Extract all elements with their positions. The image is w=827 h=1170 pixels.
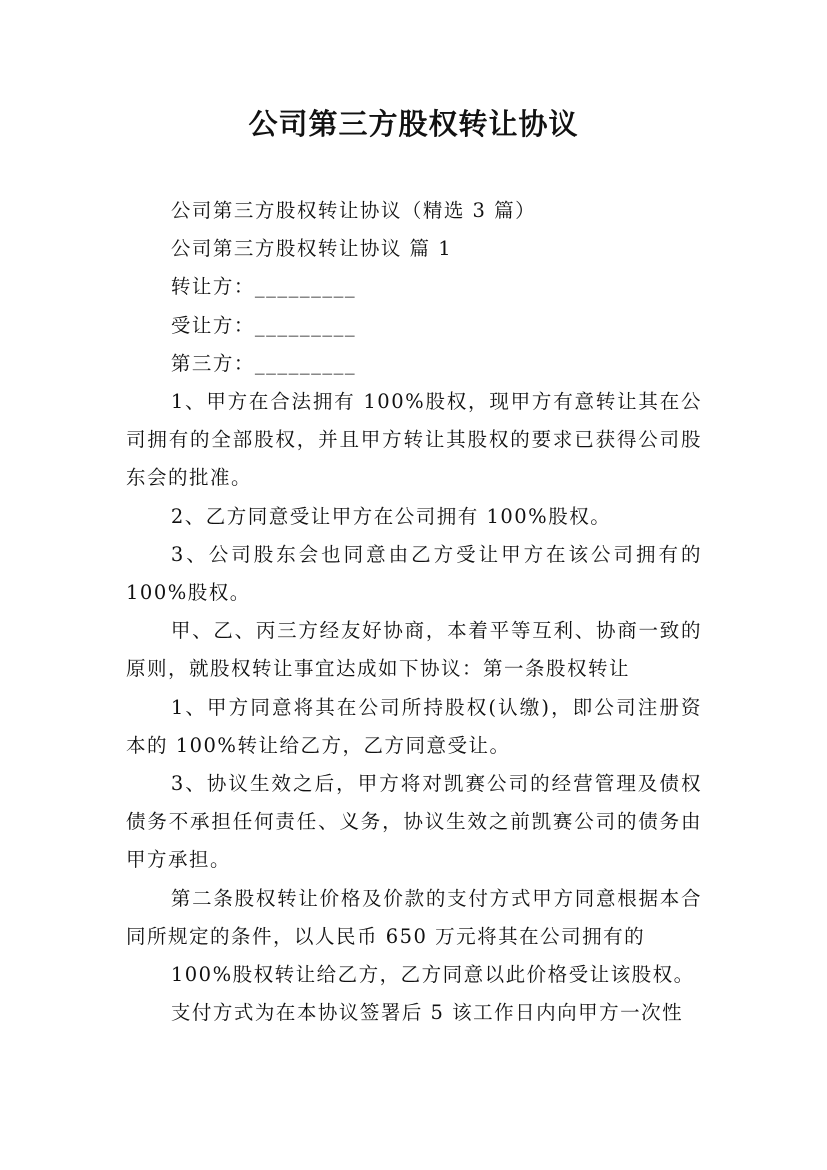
paragraph-clause-1: 1、甲方在合法拥有 100%股权，现甲方有意转让其在公司拥有的全部股权，并且甲方转让其股权的要求已获得公司股东会的批准。 [126,390,702,490]
paragraph-payment-method: 支付方式为在本协议签署后 5 该工作日内向甲方一次性 [170,1001,684,1025]
document-title: 公司第三方股权转让协议 [248,107,579,141]
paragraph-article-2-continued: 100%股权转让给乙方，乙方同意以此价格受让该股权。 [170,963,695,987]
paragraph-third-party: 第三方：_________ [170,351,357,375]
paragraph-transferee: 受让方：_________ [170,313,357,337]
document-body [126,192,702,1032]
paragraph-clause-2: 2、乙方同意受让甲方在公司拥有 100%股权。 [170,504,612,528]
paragraph-transferor: 转让方：_________ [170,275,357,299]
paragraph-transfer-3: 3、协议生效之后，甲方将对凯赛公司的经营管理及债权债务不承担任何责任、义务，协议生效之前凯赛公司的债务由甲方承担。 [126,772,702,872]
paragraph-section-heading: 公司第三方股权转让协议 篇 1 [170,237,453,261]
paragraph-clause-3: 3、公司股东会也同意由乙方受让甲方在该公司拥有的 100%股权。 [126,542,702,605]
paragraph-transfer-1: 1、甲方同意将其在公司所持股权(认缴)，即公司注册资本的 100%转让给乙方，乙方同意受让。 [126,695,702,757]
paragraph-article-2: 第二条股权转让价格及价款的支付方式甲方同意根据本合同所规定的条件，以人民币 650 万元将其在公司拥有的 [126,886,702,948]
paragraph-negotiation: 甲、乙、丙三方经友好协商，本着平等互利、协商一致的原则，就股权转让事宜达成如下协议：第一条股权转让 [126,619,702,681]
paragraph-subtitle: 公司第三方股权转让协议（精选 3 篇） [170,199,537,222]
